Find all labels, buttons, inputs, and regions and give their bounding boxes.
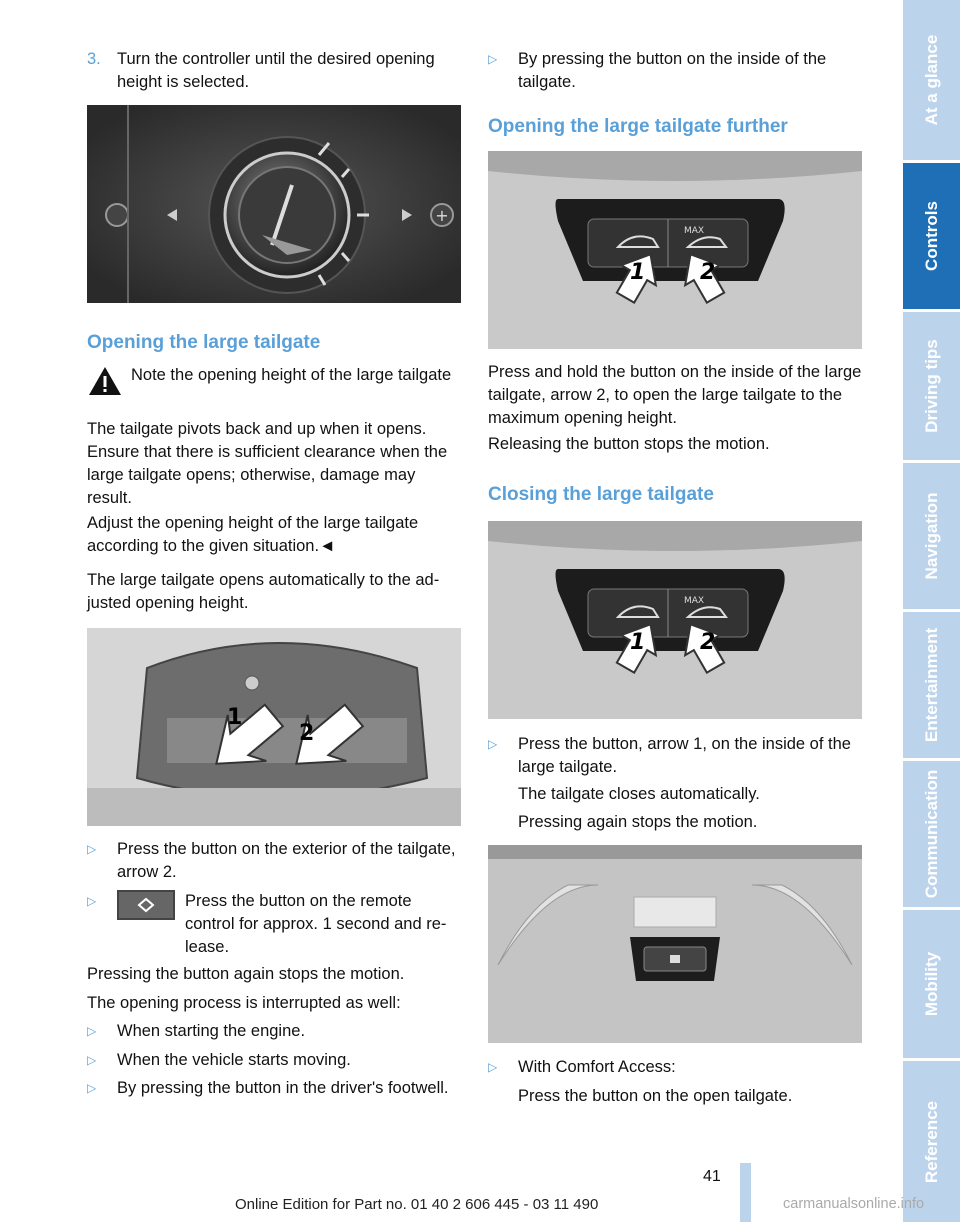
paragraph: Pressing again stops the motion. [518,813,758,831]
heading-opening-further: Opening the large tailgate further [488,116,788,137]
bullet-item: ▷ Press the button on the exterior of the tailgate, arrow 2. [87,840,456,881]
arrow-label-1: 1 [227,705,243,730]
watermark: carmanualsonline.info [783,1196,925,1212]
bullet-marker: ▷ [87,1053,97,1067]
bullet-item: ▷ When starting the engine. [87,1020,461,1043]
bullet-item: ▷ By pressing the button on the inside of the tailgate. [488,50,827,91]
bullet-item: ▷ By pressing the button in the driver's footwell. [87,1077,461,1100]
step-3 [87,48,461,91]
controller-display-figure [87,105,461,303]
paragraph: The opening process is interrupted as well: [87,994,401,1012]
bullet-marker: ▷ [87,842,97,856]
arrow-label-2: 2 [700,260,716,285]
bullet-item: ▷ Press the button on the remote control for approx. 1 second and release. [87,892,447,956]
paragraph: The large tailgate opens automatically to the adjusted opening height. [87,571,440,612]
heading-opening-large-tailgate: Opening the large tailgate [87,332,321,353]
paragraph: Adjust the opening height of the large tailgate according to the given situation.◄ [87,514,419,555]
sidebar-tab-entertainment[interactable]: Entertainment [903,612,960,758]
max-label: MAX [684,226,705,236]
heading-closing-large-tailgate: Closing the large tailgate [488,484,714,505]
paragraph: The tailgate closes automatically. [518,785,760,803]
arrow-label-2: 2 [299,721,315,746]
edition-footer: Online Edition for Part no. 01 40 2 606 445 - 03 11 490 [235,1196,599,1213]
bullet-marker: ▷ [488,737,498,751]
step-text: Turn the controller until the desired opening height is selected. [117,50,435,91]
paragraph: Press the button on the open tailgate. [518,1087,793,1105]
warning-text: Note the opening height of the large tailgate [131,366,452,384]
max-label: MAX [684,596,705,606]
tailgate-lock-button-figure [488,845,862,1043]
sidebar-tab-mobility[interactable]: Mobility [903,910,960,1058]
paragraph: Releasing the button stops the motion. [488,435,770,453]
sidebar-tab-navigation[interactable]: Navigation [903,463,960,609]
paragraph: Press and hold the button on the inside of the large tailgate, arrow 2, to open the large tailgate to the maximum opening height. [488,363,862,427]
sidebar-tab-reference[interactable]: Reference [903,1061,960,1222]
bullet-marker: ▷ [87,1024,97,1038]
bullet-marker: ▷ [488,52,498,66]
warning-icon [87,365,123,397]
paragraph: The tailgate pivots back and up when it opens. Ensure that there is sufficient clearance when the large tailgate opens; otherwise, damage may result. [87,420,448,507]
bullet-marker: ▷ [87,894,97,908]
remote-tailgate-button-icon [117,890,175,920]
step-number: 3. [87,50,101,68]
arrow-label-1: 1 [630,630,646,655]
inside-buttons-figure-open [488,151,862,349]
paragraph: Pressing the button again stops the motion. [87,965,405,983]
bullet-item: ▷ With Comfort Access: [488,1056,862,1079]
inside-buttons-figure-close [488,521,862,719]
footer-accent-bar [740,1163,751,1222]
arrow-label-2: 2 [700,630,716,655]
bullet-item: ▷ Press the button, arrow 1, on the inside of the large tailgate. [488,735,851,776]
sidebar-tab-communication[interactable]: Communication [903,761,960,907]
arrow-label-1: 1 [630,260,646,285]
tailgate-exterior-figure [87,628,461,826]
sidebar-tab-controls[interactable]: Controls [903,163,960,309]
svg-text:+: + [435,206,449,225]
page-number: 41 [703,1168,721,1185]
bullet-marker: ▷ [87,1081,97,1095]
sidebar-tab-at-a-glance[interactable]: At a glance [903,0,960,160]
sidebar-tab-driving-tips[interactable]: Driving tips [903,312,960,460]
chapter-sidebar [903,0,960,1222]
bullet-marker: ▷ [488,1060,498,1074]
bullet-item: ▷ When the vehicle starts moving. [87,1049,461,1072]
